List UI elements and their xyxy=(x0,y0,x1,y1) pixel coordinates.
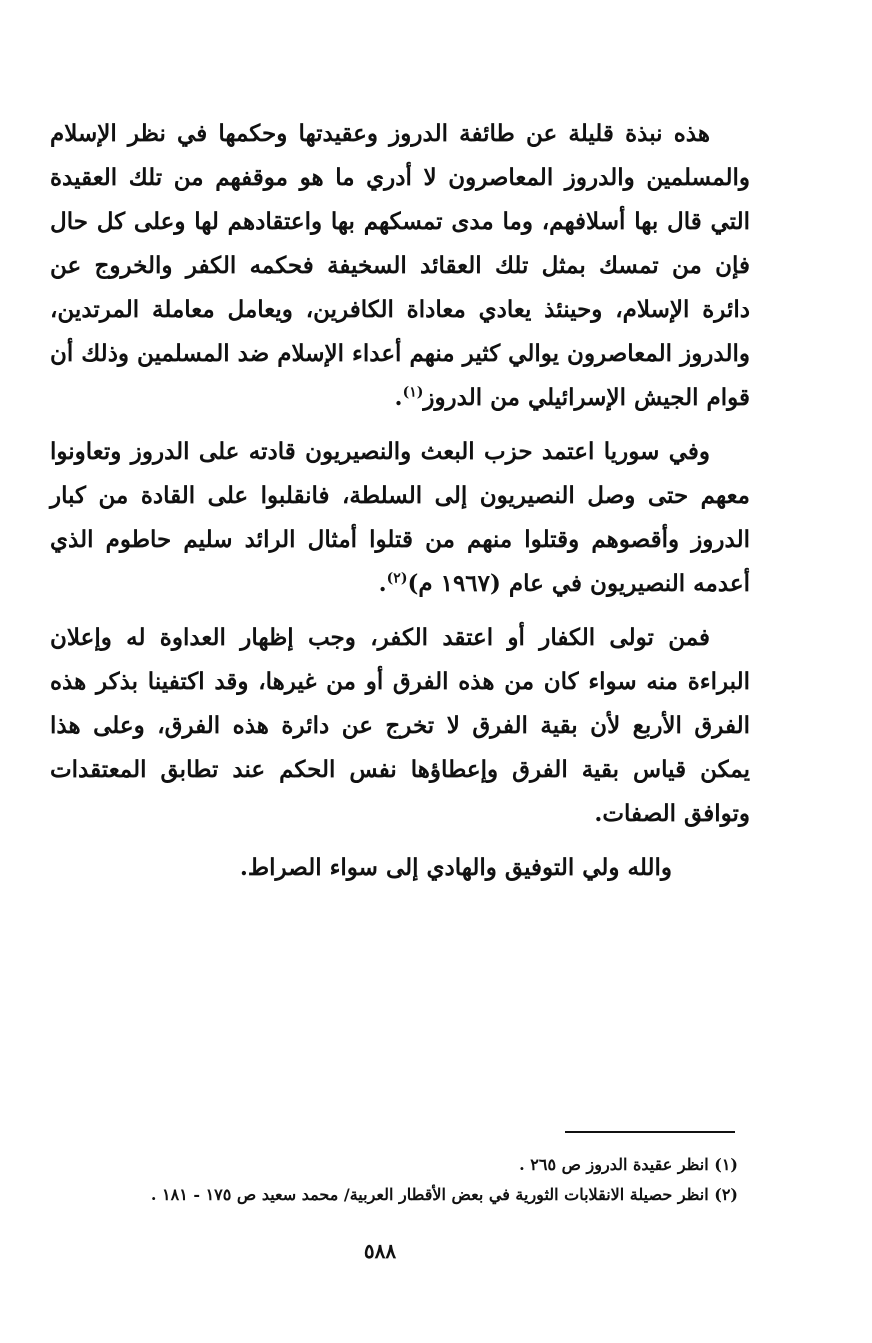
footnote-ref-2: (٢) xyxy=(386,570,408,587)
main-text xyxy=(50,112,750,900)
footnote-2: (٢) انظر حصيلة الانقلابات الثورية في بعض الأقطار العربية/ محمد سعيد ص ١٧٥ - ١٨١ . xyxy=(150,1185,738,1204)
footnote-ref-1: (١) xyxy=(402,384,424,401)
page-number: ٥٨٨ xyxy=(363,1239,397,1263)
footnotes xyxy=(50,1150,738,1210)
paragraph-1: هذه نبذة قليلة عن طائفة الدروز وعقيدتها وحكمها في نظر الإسلام والمسلمين والدروز المعاصرون لا أدري ما هو موقفهم من تلك العقيدة التي قال بها أسلافهم، وما مدى تمسكهم بها واعتقادهم لها وعلى كل حال فإن من تمسك بمثل تلك العقائد السخيفة فحكمه الكفر والخروج عن دائرة الإسلام، وحينئذ يعادي معاداة الكافرين، ويعامل معاملة المرتدين، والدروز المعاصرون يوالي كثير منهم أعداء الإسلام ضد المسلمين وذلك أن قوام الجيش الإسرائيلي من الدروز$^{(١)}$. xyxy=(50,120,750,411)
footnote-1: (١) انظر عقيدة الدروز ص ٢٦٥ . xyxy=(519,1155,738,1174)
footnote-separator xyxy=(565,1131,735,1133)
closing-line: والله ولي التوفيق والهادي إلى سواء الصراط. xyxy=(239,854,672,881)
paragraph-3: فمن تولى الكفار أو اعتقد الكفر، وجب إظهار العداوة له وإعلان البراءة منه سواء كان من هذه الفرق أو من غيرها، وقد اكتفينا بذكر هذه الفرق الأربع لأن بقية الفرق لا تخرج عن دائرة هذه الفرق، وعلى هذا يمكن قياس بقية الفرق وإعطاؤها نفس الحكم عند تطابق المعتقدات وتوافق الصفات. xyxy=(50,624,750,827)
paragraph-2: وفي سوريا اعتمد حزب البعث والنصيريون قادته على الدروز وتعاونوا معهم حتى وصل النصيريون إلى السلطة، فانقلبوا على القادة من كبار الدروز وأقصوهم وقتلوا منهم من قتلوا أمثال الرائد سليم حاطوم الذي أعدمه النصيريون في عام (١٩٦٧ م)$^{(٢)}$. xyxy=(50,438,750,597)
